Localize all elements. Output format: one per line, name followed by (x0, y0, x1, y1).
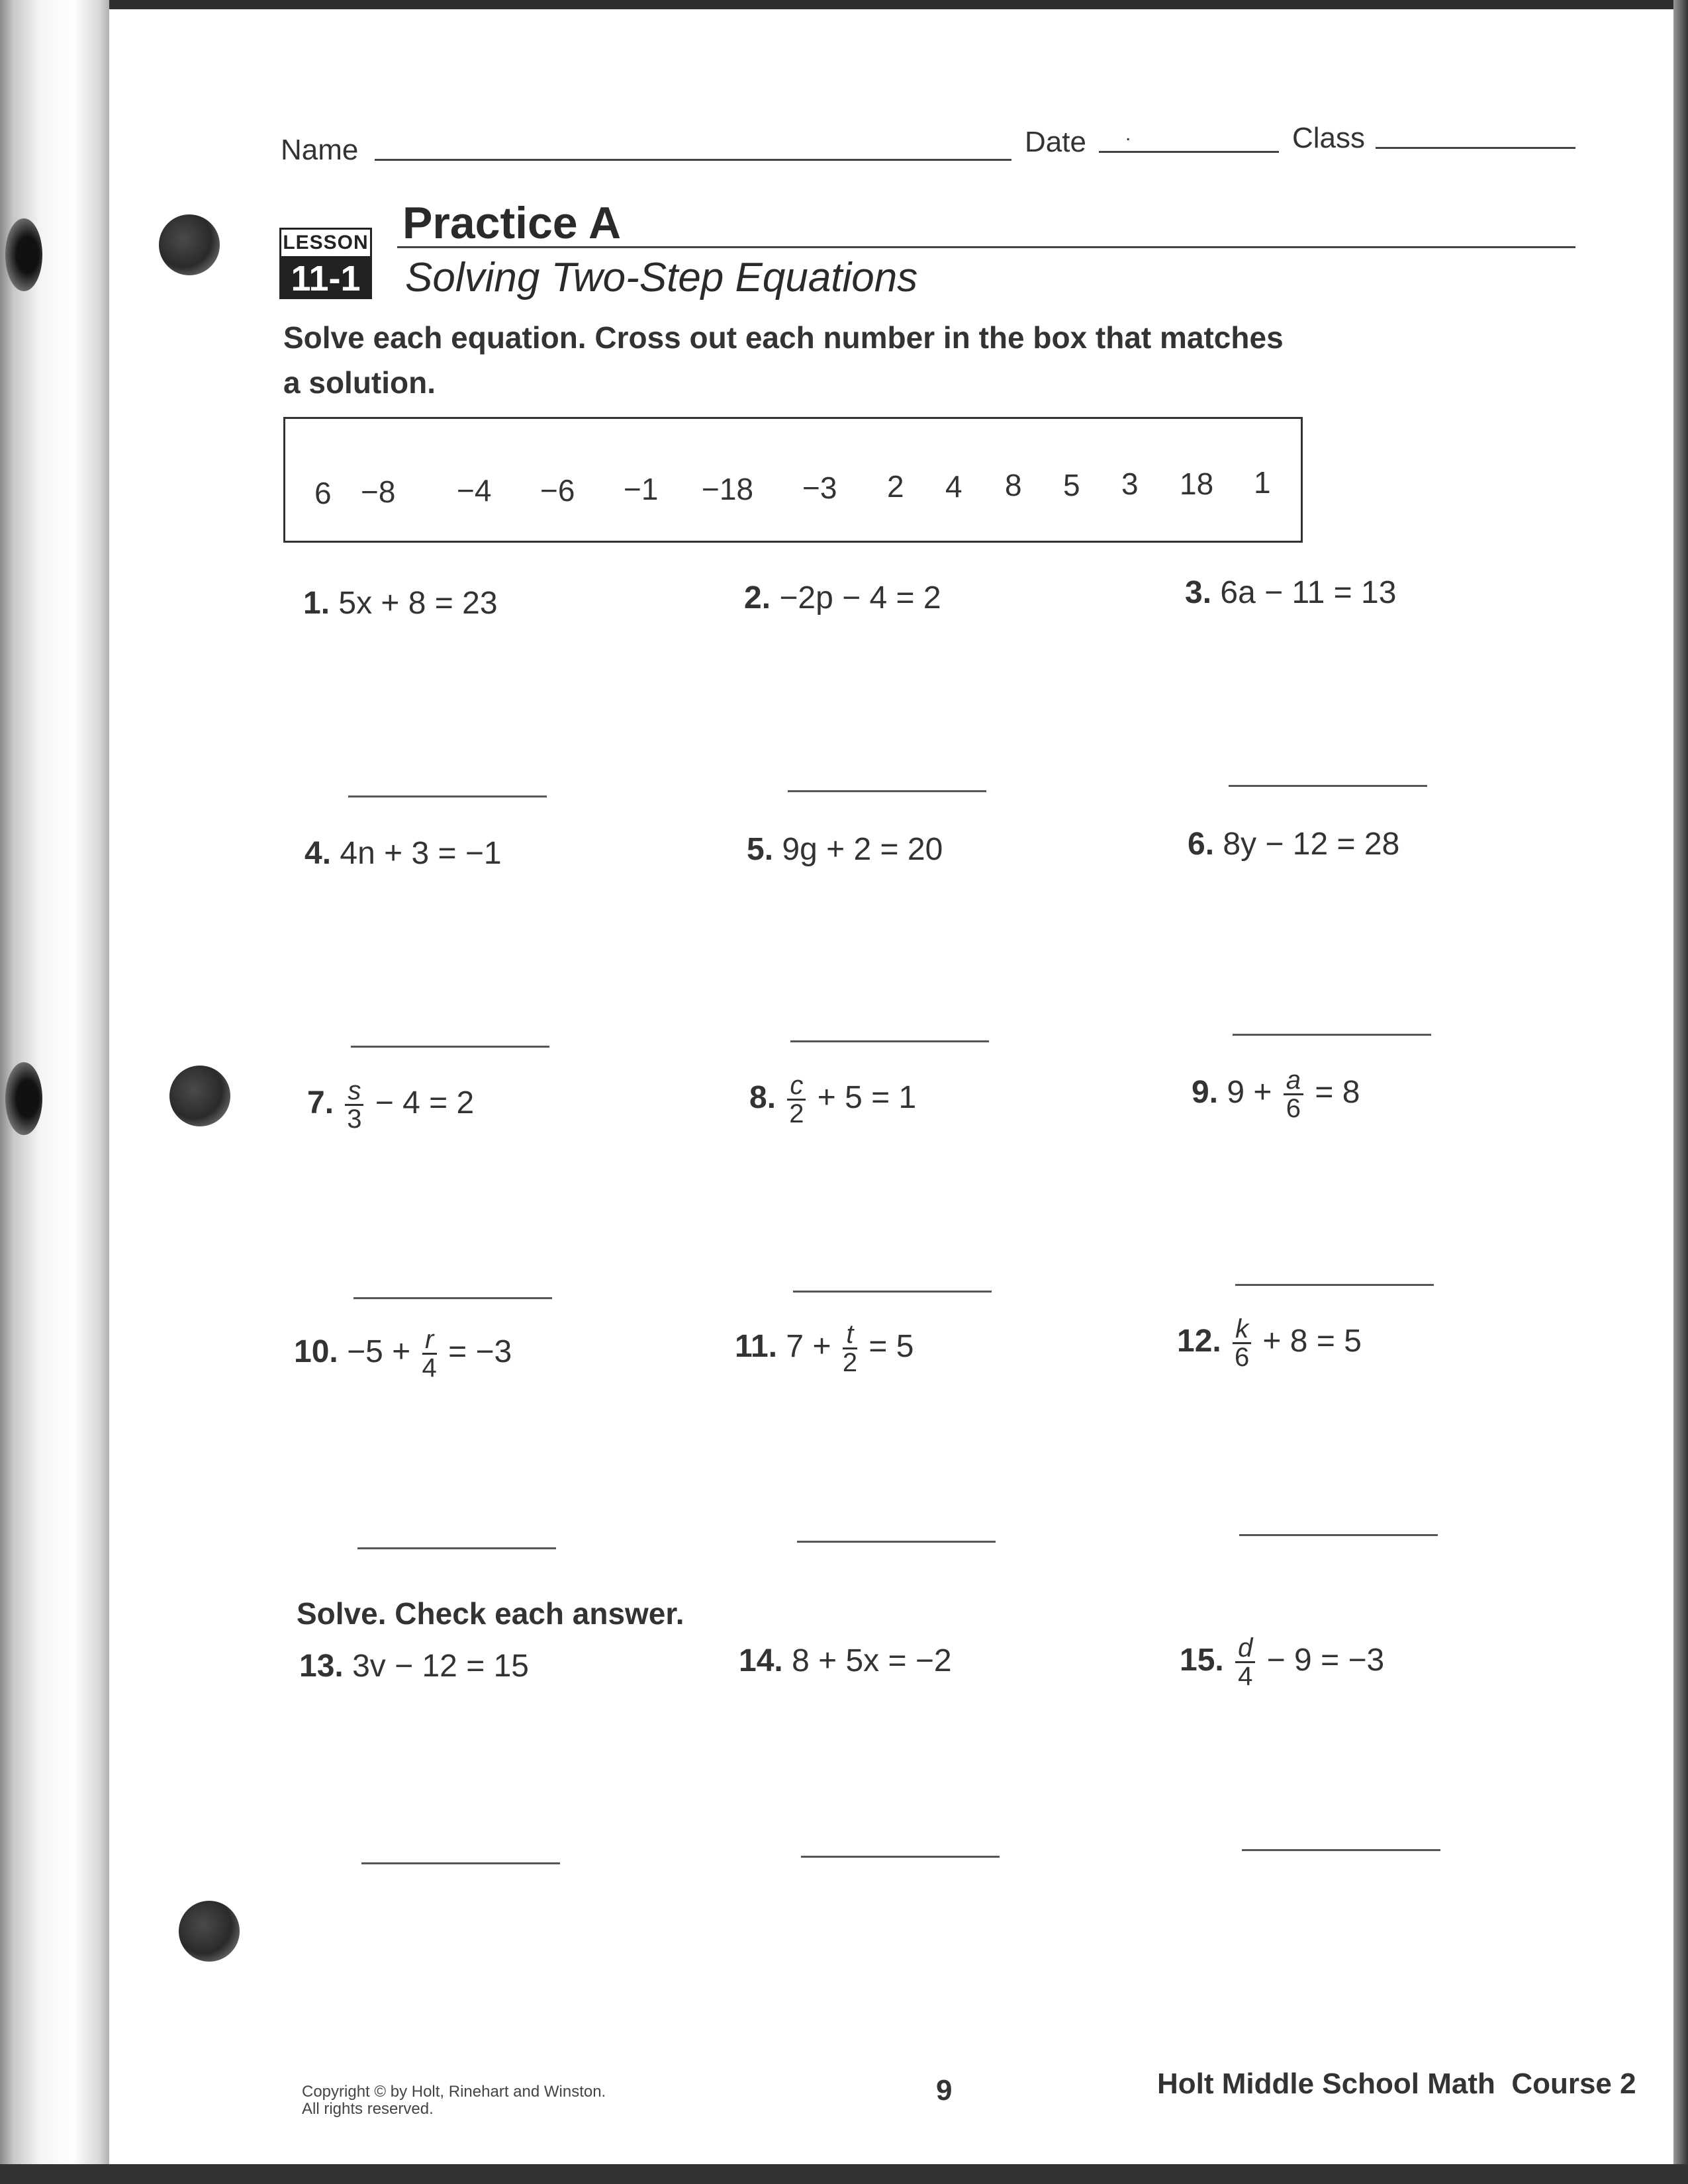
answer-line-6[interactable] (1233, 1034, 1431, 1036)
problem-15: 15. $\frac{d}{4}$ − 9 = −3 (1180, 1633, 1385, 1691)
answer-line-8[interactable] (793, 1291, 992, 1293)
answer-line-7[interactable] (353, 1297, 552, 1299)
date-mark: . (1125, 123, 1131, 145)
class-field[interactable] (1376, 147, 1575, 149)
answer-number: −8 (361, 475, 396, 509)
date-field[interactable] (1099, 151, 1279, 153)
answer-number: 1 (1254, 465, 1271, 500)
lesson-badge (279, 228, 371, 302)
title-rule (397, 246, 1575, 248)
scan-border-right (1673, 0, 1688, 2184)
section-heading: Solve. Check each answer. (297, 1596, 684, 1631)
problem-10: 10. −5 + $\frac{r}{4}$ = −3 (294, 1325, 512, 1383)
problem-7: 7. $\frac{s}{3}$ − 4 = 2 (307, 1076, 475, 1134)
problem-8: 8. $\frac{c}{2}$ + 5 = 1 (749, 1071, 917, 1128)
name-label: Name (281, 134, 359, 166)
page-number: 9 (936, 2074, 953, 2107)
lesson-number: 11-1 (279, 258, 372, 299)
answer-number: −6 (540, 473, 575, 508)
scan-border-top (0, 0, 1688, 9)
answer-line-15[interactable] (1242, 1849, 1440, 1851)
answer-line-12[interactable] (1239, 1534, 1438, 1536)
scan-border-bottom (0, 2164, 1688, 2184)
answer-number: −18 (702, 472, 754, 506)
answer-number: −1 (624, 472, 659, 506)
problem-14: 14. 8 + 5x = −2 (739, 1643, 952, 1678)
punch-hole (179, 1901, 240, 1962)
problem-6: 6. 8y − 12 = 28 (1188, 827, 1400, 862)
page-title: Practice A (402, 198, 622, 248)
problem-12: 12. $\frac{k}{6}$ + 8 = 5 (1177, 1314, 1362, 1372)
answer-box (283, 417, 1303, 543)
answer-line-1[interactable] (348, 796, 547, 797)
instructions: Solve each equation. Cross out each number in the box that matches a solution. (283, 320, 1284, 400)
answer-number: 5 (1063, 468, 1080, 502)
answer-number: 3 (1121, 467, 1139, 501)
problem-2: 2. −2p − 4 = 2 (744, 580, 941, 615)
punch-hole (169, 1066, 230, 1126)
answer-number: 18 (1180, 467, 1214, 501)
date-label: Date (1025, 126, 1086, 158)
problem-5: 5. 9g + 2 = 20 (747, 832, 943, 867)
answer-line-10[interactable] (357, 1547, 556, 1549)
answer-number: −3 (802, 471, 837, 505)
answer-line-13[interactable] (361, 1862, 560, 1864)
answer-number: 6 (314, 476, 332, 510)
binder-clip (5, 1062, 42, 1135)
answer-line-2[interactable] (788, 790, 986, 792)
answer-number: −4 (457, 473, 492, 508)
copyright: Copyright © by Holt, Rinehart and Winston. All rights reserved. (302, 2083, 606, 2118)
answer-line-4[interactable] (351, 1046, 549, 1048)
punch-hole (159, 214, 220, 275)
answer-line-5[interactable] (790, 1040, 989, 1042)
answer-number: 4 (945, 469, 962, 504)
lesson-word: LESSON (279, 228, 372, 258)
answer-line-9[interactable] (1235, 1284, 1434, 1286)
problem-3: 3. 6a − 11 = 13 (1185, 575, 1397, 610)
class-label: Class (1292, 122, 1366, 154)
answer-line-11[interactable] (797, 1541, 996, 1543)
answer-number: 2 (887, 469, 904, 504)
binder-clip (5, 218, 42, 291)
page-subtitle: Solving Two-Step Equations (405, 255, 918, 300)
problem-9: 9. 9 + $\frac{a}{6}$ = 8 (1192, 1066, 1360, 1123)
answer-number: 8 (1005, 468, 1022, 502)
problem-1: 1. 5x + 8 = 23 (303, 586, 498, 621)
problem-13: 13. 3v − 12 = 15 (299, 1649, 529, 1684)
problem-11: 11. 7 + $\frac{t}{2}$ = 5 (735, 1320, 914, 1377)
answer-line-14[interactable] (801, 1856, 1000, 1858)
name-field[interactable] (375, 159, 1011, 161)
book-title: Holt Middle School Math Course 2 (1157, 2068, 1636, 2100)
answer-line-3[interactable] (1229, 785, 1427, 787)
problem-4: 4. 4n + 3 = −1 (305, 836, 502, 871)
